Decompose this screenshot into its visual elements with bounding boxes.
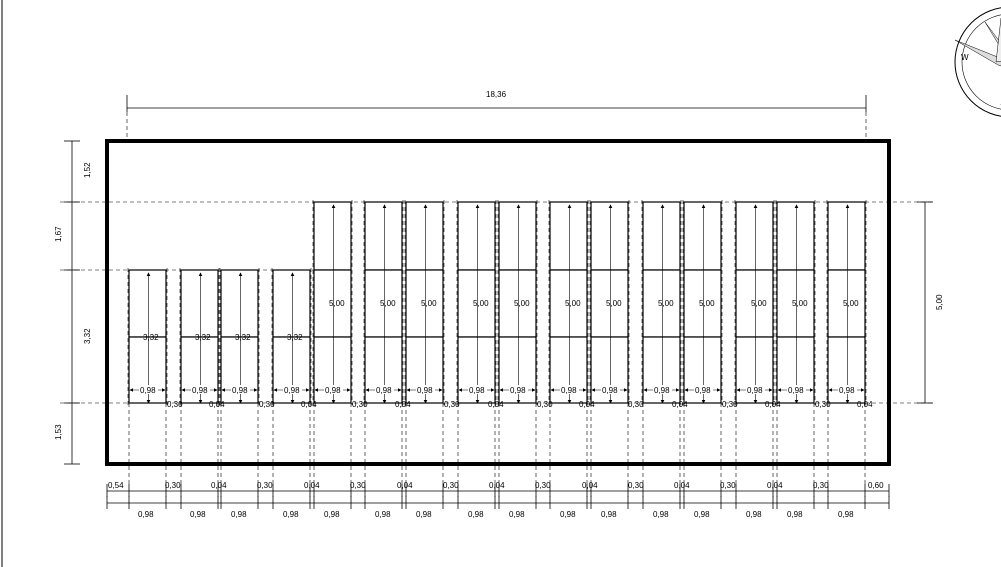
bottom-dim-label: 0,98 [601,510,617,519]
module-width-label: 0,98 [417,386,433,395]
module-length-label: 3,32 [287,333,303,342]
bottom-dim-label: 0,98 [653,510,669,519]
bottom-dim-label: 0,04 [397,481,413,490]
module [642,200,681,405]
top-dimension [127,90,866,112]
module-length-label: 5,00 [565,299,581,308]
module [457,200,496,405]
top-dimension-label: 18,36 [486,90,507,99]
bottom-dim-label: 0,30 [720,481,736,490]
bottom-dim-label: 0,30 [165,481,181,490]
bottom-dim-label: 0,04 [674,481,690,490]
module-cell [129,270,166,337]
compass-rose-icon [955,7,1001,117]
bottom-dim-label: 0,04 [767,481,783,490]
module [405,200,444,405]
module-length-label: 5,00 [699,299,715,308]
module [776,200,815,405]
left-dim-label: 3,32 [83,328,92,344]
bottom-dim-label: 0,98 [416,510,432,519]
module-cell [221,270,258,337]
bottom-dim-label: 0,98 [283,510,299,519]
bottom-dim-label: 0,04 [304,481,320,490]
gap-label: 0,04 [488,400,504,409]
module [220,268,259,405]
module-cell [181,270,218,337]
module [683,200,722,405]
bottom-dim-label: 0,30 [535,481,551,490]
left-dim-label: 1,67 [54,226,63,242]
module-length-label: 5,00 [329,299,345,308]
module-length-label: 5,00 [751,299,767,308]
module-cell [777,202,814,270]
module-length-label: 3,32 [235,333,251,342]
bottom-dim-label: 0,30 [350,481,366,490]
module-cell [828,202,865,270]
module [128,268,167,405]
module-cell [365,202,402,270]
gap-label: 0,30 [815,400,831,409]
left-dim-label: 1,53 [54,424,63,440]
module-width-label: 0,98 [469,386,485,395]
left-dim-label: 1,52 [83,162,92,178]
bottom-dim-label: 0,98 [509,510,525,519]
bottom-dim-label: 0,98 [746,510,762,519]
module-cell [643,202,680,270]
bottom-dim-label: 0,60 [868,481,884,490]
bottom-dim-label: 0,98 [324,510,340,519]
gap-label: 0,30 [259,400,275,409]
module-length-label: 5,00 [606,299,622,308]
module [498,200,537,405]
bottom-dimension-row-2 [107,496,889,519]
module-cell [499,202,536,270]
module-length-label: 5,00 [843,299,859,308]
gap-label: 0,30 [628,400,644,409]
bottom-dim-label: 0,30 [443,481,459,490]
module-width-label: 0,98 [839,386,855,395]
module-cell [458,202,495,270]
module-width-label: 0,98 [561,386,577,395]
bottom-dim-label: 0,30 [628,481,644,490]
module-length-label: 5,00 [514,299,530,308]
module-width-label: 0,98 [654,386,670,395]
module-length-label: 5,00 [473,299,489,308]
module-width-label: 0,98 [747,386,763,395]
module-length-label: 5,00 [658,299,674,308]
bottom-dim-label: 0,04 [489,481,505,490]
bottom-dimension-row-1 [107,481,889,497]
gap-label: 0,04 [395,400,411,409]
bottom-dim-label: 0,98 [787,510,803,519]
module-length-label: 5,00 [421,299,437,308]
module-length-label: 3,32 [143,333,159,342]
gap-label: 0,04 [672,400,688,409]
bottom-dim-label: 0,98 [231,510,247,519]
module-width-label: 0,98 [788,386,804,395]
module-cell [273,270,310,337]
module-width-label: 0,98 [602,386,618,395]
module-width-label: 0,98 [232,386,248,395]
gap-label: 0,30 [352,400,368,409]
gap-label: 0,30 [444,400,460,409]
gap-label: 0,30 [167,400,183,409]
module [549,200,588,405]
module-cell [591,202,628,270]
bottom-dim-label: 0,30 [257,481,273,490]
bottom-dim-label: 0,98 [468,510,484,519]
module-cell [736,202,773,270]
bottom-dim-label: 0,98 [560,510,576,519]
bottom-dim-label: 0,98 [138,510,154,519]
gap-label: 0,30 [722,400,738,409]
gap-label: 0,04 [765,400,781,409]
module [180,268,219,405]
module-width-label: 0,98 [510,386,526,395]
gap-label: 0,04 [301,400,317,409]
gap-label: 0,04 [209,400,225,409]
bottom-dim-label: 0,54 [108,481,124,490]
bottom-dim-label: 0,04 [211,481,227,490]
bottom-dim-label: 0,04 [582,481,598,490]
bottom-dim-label: 0,98 [190,510,206,519]
module-width-label: 0,98 [192,386,208,395]
module [590,200,629,405]
module [313,200,352,405]
module [827,200,866,405]
gap-label: 0,04 [579,400,595,409]
module-length-label: 5,00 [380,299,396,308]
bottom-dim-label: 0,98 [838,510,854,519]
parking-modules [128,200,866,405]
module-length-label: 5,00 [792,299,808,308]
module [272,268,311,405]
bottom-dim-label: 0,98 [694,510,710,519]
bottom-dim-label: 0,98 [375,510,391,519]
module-width-label: 0,98 [284,386,300,395]
module-cell [314,202,351,270]
left-dimension-chain [54,141,92,464]
right-dimension [917,202,944,403]
module [364,200,403,405]
module-width-label: 0,98 [376,386,392,395]
module-cell [684,202,721,270]
module-width-label: 0,98 [695,386,711,395]
module-width-label: 0,98 [140,386,156,395]
module [735,200,774,405]
module-cell [550,202,587,270]
bottom-dim-label: 0,30 [813,481,829,490]
right-dim-label: 5,00 [935,294,944,310]
gap-label: 0,30 [537,400,553,409]
module-length-label: 3,32 [195,333,211,342]
module-width-label: 0,98 [325,386,341,395]
gap-label: 0,04 [857,400,873,409]
module-cell [406,202,443,270]
compass-label: W [961,53,969,62]
